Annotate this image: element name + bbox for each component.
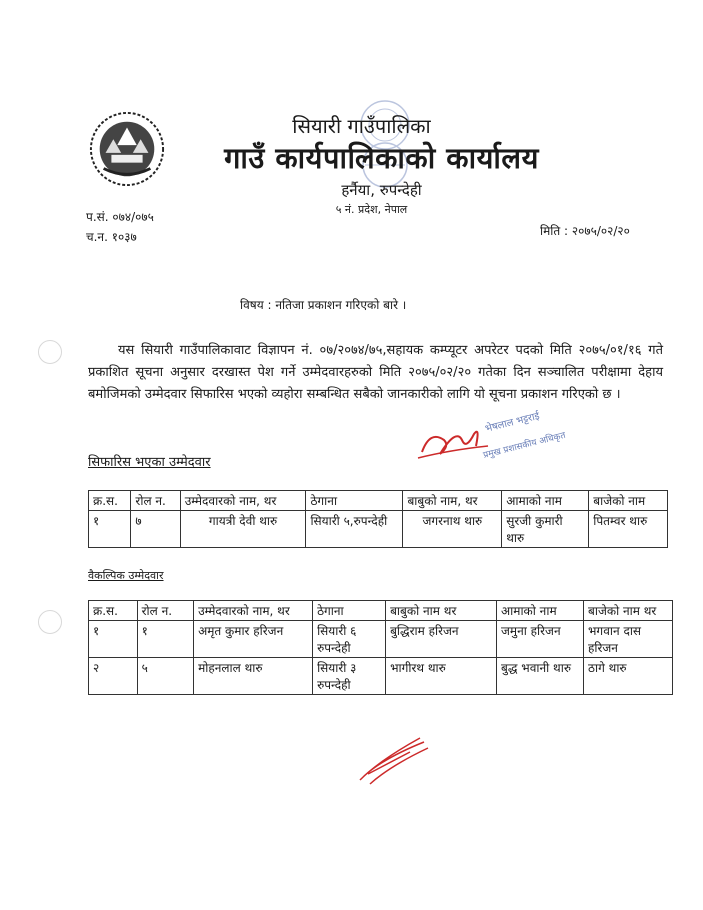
col-header-roll: रोल न. <box>137 601 193 621</box>
table-header-row <box>89 601 673 621</box>
table-cell: बुद्ध भवानी थारु <box>497 658 584 695</box>
col-header-serial: क्र.स. <box>89 491 131 511</box>
col-header-grandfather: बाजेको नाम <box>589 491 668 511</box>
col-header-name: उम्मेदवारको नाम, थर <box>180 491 306 511</box>
table-cell: जगरनाथ थारु <box>403 511 502 548</box>
table-cell: ७ <box>131 511 180 548</box>
col-header-grandfather: बाजेको नाम थर <box>584 601 673 621</box>
col-header-father: बाबुको नाम, थर <box>403 491 502 511</box>
stamp-signatory-name: भेषलाल भट्टराई <box>484 410 541 435</box>
stamp-signatory-title: प्रमुख प्रशासकीय अधिकृत <box>482 430 567 461</box>
letter-date: मिति : २०७५/०२/२० <box>540 224 630 238</box>
table-cell: सियारी ५,रुपन्देही <box>306 511 403 548</box>
table-cell: सियारी ३ रुपन्देही <box>313 658 386 695</box>
table-row <box>89 511 668 548</box>
office-address: हर्नैया, रुपन्देही <box>341 181 422 199</box>
recommended-candidates-title: सिफारिस भएका उम्मेदवार <box>88 455 211 470</box>
punch-hole <box>38 340 62 364</box>
subject-line: विषय : नतिजा प्रकाशन गरिएको बारे । <box>240 298 407 312</box>
table-cell: १ <box>137 621 193 658</box>
dispatch-number: च.न. १०३७ <box>86 230 137 244</box>
col-header-serial: क्र.स. <box>89 601 138 621</box>
table-cell: १ <box>89 511 131 548</box>
punch-hole <box>38 610 62 634</box>
alternate-candidates-table <box>88 600 673 695</box>
col-header-roll: रोल न. <box>131 491 180 511</box>
table-cell: बुद्धिराम हरिजन <box>386 621 497 658</box>
col-header-mother: आमाको नाम <box>497 601 584 621</box>
table-cell: गायत्री देवी थारु <box>180 511 306 548</box>
body-paragraph: यस सियारी गाउँपालिकावाट विज्ञापन नं. ०७/२०७४/७५,सहायक कम्प्यूटर अपरेटर पदको मिति २०७५/०१/१६ गते प्रकाशित सूचना अनुसार दरखास्त पेश गर्ने उम्मेदवारहरुको मिति २०७५/०२/२० गतेका दिन सञ्चालित परीक्षामा देहाय बमोजिमको उम्मेदवार सिफारिस भएको व्यहोरा सम्बन्धित सबैको जानकारीको लागि यो सूचना प्रकाशन गरिएको छ । <box>88 343 663 402</box>
col-header-name: उम्मेदवारको नाम, थर <box>194 601 313 621</box>
recommended-candidates-table <box>88 490 668 548</box>
table-cell: भागीरथ थारु <box>386 658 497 695</box>
office-province: ५ नं. प्रदेश, नेपाल <box>335 203 408 216</box>
table-cell: अमृत कुमार हरिजन <box>194 621 313 658</box>
table-cell: सियारी ६ रुपन्देही <box>313 621 386 658</box>
alternate-candidates-title: वैकल्पिक उम्मेदवार <box>88 569 164 582</box>
table-cell: पितम्वर थारु <box>589 511 668 548</box>
table-cell: ५ <box>137 658 193 695</box>
table-cell: ठागे थारु <box>584 658 673 695</box>
col-header-address: ठेगाना <box>306 491 403 511</box>
table-cell: सुरजी कुमारी थारु <box>502 511 589 548</box>
signature-stamp <box>410 410 570 480</box>
handwritten-signature <box>350 730 440 790</box>
reference-number: प.सं. ०७४/०७५ <box>86 210 154 224</box>
table-cell: २ <box>89 658 138 695</box>
col-header-mother: आमाको नाम <box>502 491 589 511</box>
table-row <box>89 658 673 695</box>
col-header-father: बाबुको नाम थर <box>386 601 497 621</box>
table-cell: जमुना हरिजन <box>497 621 584 658</box>
col-header-address: ठेगाना <box>313 601 386 621</box>
office-title: गाउँ कार्यपालिकाको कार्यालय <box>224 141 539 175</box>
table-cell: भगवान दास हरिजन <box>584 621 673 658</box>
table-cell: १ <box>89 621 138 658</box>
table-row <box>89 621 673 658</box>
office-name: सियारी गाउँपालिका <box>292 114 431 138</box>
table-header-row <box>89 491 668 511</box>
table-cell: मोहनलाल थारु <box>194 658 313 695</box>
